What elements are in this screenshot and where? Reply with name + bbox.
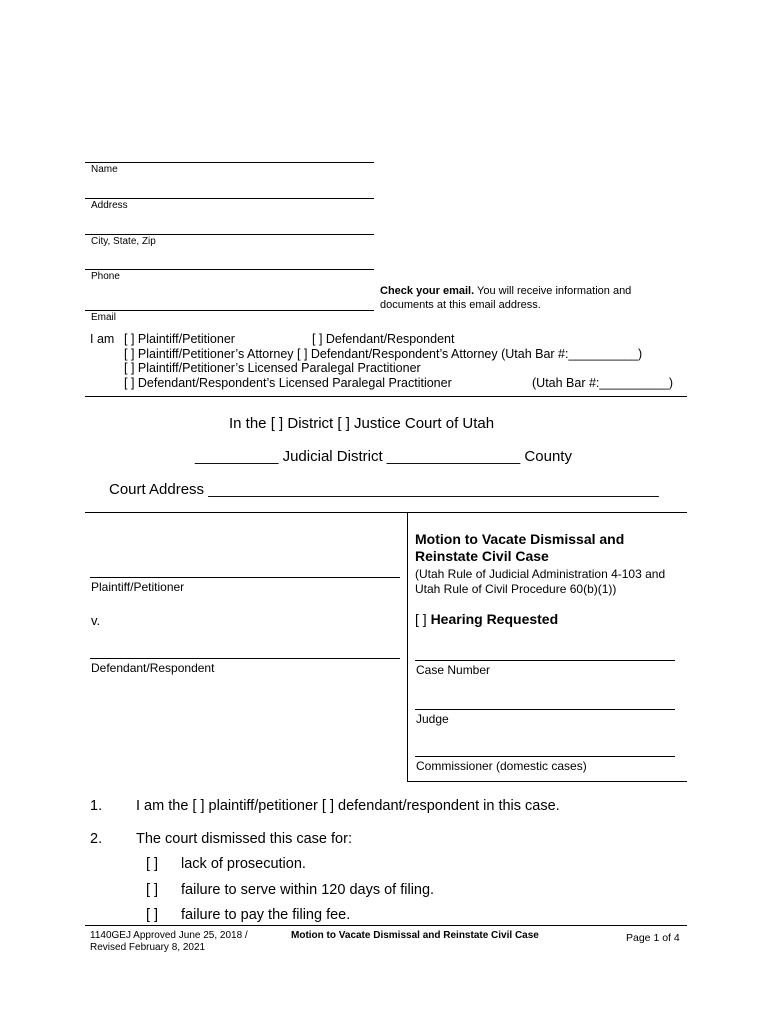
- name-label: Name: [91, 164, 118, 175]
- title-line2: Reinstate Civil Case: [415, 548, 549, 564]
- email-note: [380, 284, 680, 312]
- form-id-line2: Revised February 8, 2021: [90, 942, 206, 953]
- reason-checkbox[interactable]: [ ]: [146, 856, 159, 872]
- defendant-label: Defendant/Respondent: [91, 661, 215, 675]
- header-divider: [85, 396, 687, 397]
- commissioner-label: Commissioner (domestic cases): [416, 759, 587, 773]
- email-note-line2: documents at this email address.: [380, 299, 541, 311]
- commissioner-line: [415, 756, 675, 757]
- footer-divider: [85, 925, 687, 926]
- phone-line: [85, 269, 374, 270]
- address-label: Address: [91, 200, 128, 211]
- reason-checkbox[interactable]: [ ]: [146, 882, 159, 898]
- item2-text: The court dismissed this case for:: [136, 831, 352, 847]
- court-type: In the [ ] District [ ] Justice Court of Utah: [229, 415, 495, 432]
- caption-parties: [85, 512, 408, 781]
- role-defendant[interactable]: [ ] Defendant/Respondent: [312, 332, 455, 346]
- i-am-label: I am: [90, 332, 115, 346]
- city-label: City, State, Zip: [91, 236, 156, 247]
- role-defendant-lpp[interactable]: [ ] Defendant/Respondent’s Licensed Paralegal Practitioner: [124, 376, 452, 390]
- city-line: [85, 234, 374, 235]
- item1-text: I am the [ ] plaintiff/petitioner [ ] defendant/respondent in this case.: [136, 798, 560, 814]
- item2-number: 2.: [90, 831, 103, 847]
- case-number-label: Case Number: [416, 663, 491, 677]
- form-id-line1: 1140GEJ Approved June 25, 2018 /: [90, 930, 248, 941]
- item1-number: 1.: [90, 798, 103, 814]
- role-plaintiff[interactable]: [ ] Plaintiff/Petitioner: [124, 332, 235, 346]
- judge-line: [415, 709, 675, 710]
- title-line1: Motion to Vacate Dismissal and: [415, 531, 625, 547]
- versus-label: v.: [91, 613, 101, 628]
- role-plaintiff-lpp[interactable]: [ ] Plaintiff/Petitioner’s Licensed Paralegal Practitioner: [124, 361, 421, 375]
- email-note-bold: Check your email.: [380, 285, 475, 297]
- plaintiff-label: Plaintiff/Petitioner: [91, 580, 185, 594]
- name-line: [85, 162, 374, 163]
- reason-checkbox[interactable]: [ ]: [146, 907, 159, 923]
- judicial-district: __________ Judicial District ________________ County: [195, 448, 572, 465]
- case-number-line: [415, 660, 675, 661]
- judge-label: Judge: [416, 712, 449, 726]
- address-line: [85, 198, 374, 199]
- hearing-requested[interactable]: [415, 611, 558, 627]
- page-number: Page 1 of 4: [626, 932, 680, 944]
- rule-line1: (Utah Rule of Judicial Administration 4-103 and: [415, 567, 666, 581]
- defendant-line: [90, 658, 400, 659]
- form-id: [90, 930, 248, 954]
- reason-text: failure to serve within 120 days of filing.: [181, 882, 435, 898]
- phone-label: Phone: [91, 271, 120, 282]
- email-line: [85, 310, 374, 311]
- role-attorney[interactable]: [ ] Plaintiff/Petitioner’s Attorney [ ] Defendant/Respondent’s Attorney (Utah Bar #:__________): [124, 347, 643, 361]
- court-address: Court Address ______________________________________________________: [109, 481, 659, 498]
- reason-text: lack of prosecution.: [181, 856, 306, 872]
- email-label: Email: [91, 312, 117, 323]
- hearing-label: Hearing Requested: [430, 611, 559, 627]
- document-title: [415, 531, 685, 565]
- hearing-checkbox[interactable]: [ ]: [415, 611, 427, 627]
- plaintiff-line: [90, 577, 400, 578]
- footer-title: Motion to Vacate Dismissal and Reinstate Civil Case: [291, 930, 539, 941]
- rule-line2: Utah Rule of Civil Procedure 60(b)(1)): [415, 582, 617, 596]
- email-note-rest: You will receive information and: [474, 285, 632, 297]
- lpp-bar-number[interactable]: (Utah Bar #:__________): [532, 376, 674, 390]
- reason-text: failure to pay the filing fee.: [181, 907, 351, 923]
- rule-citation: [415, 567, 687, 597]
